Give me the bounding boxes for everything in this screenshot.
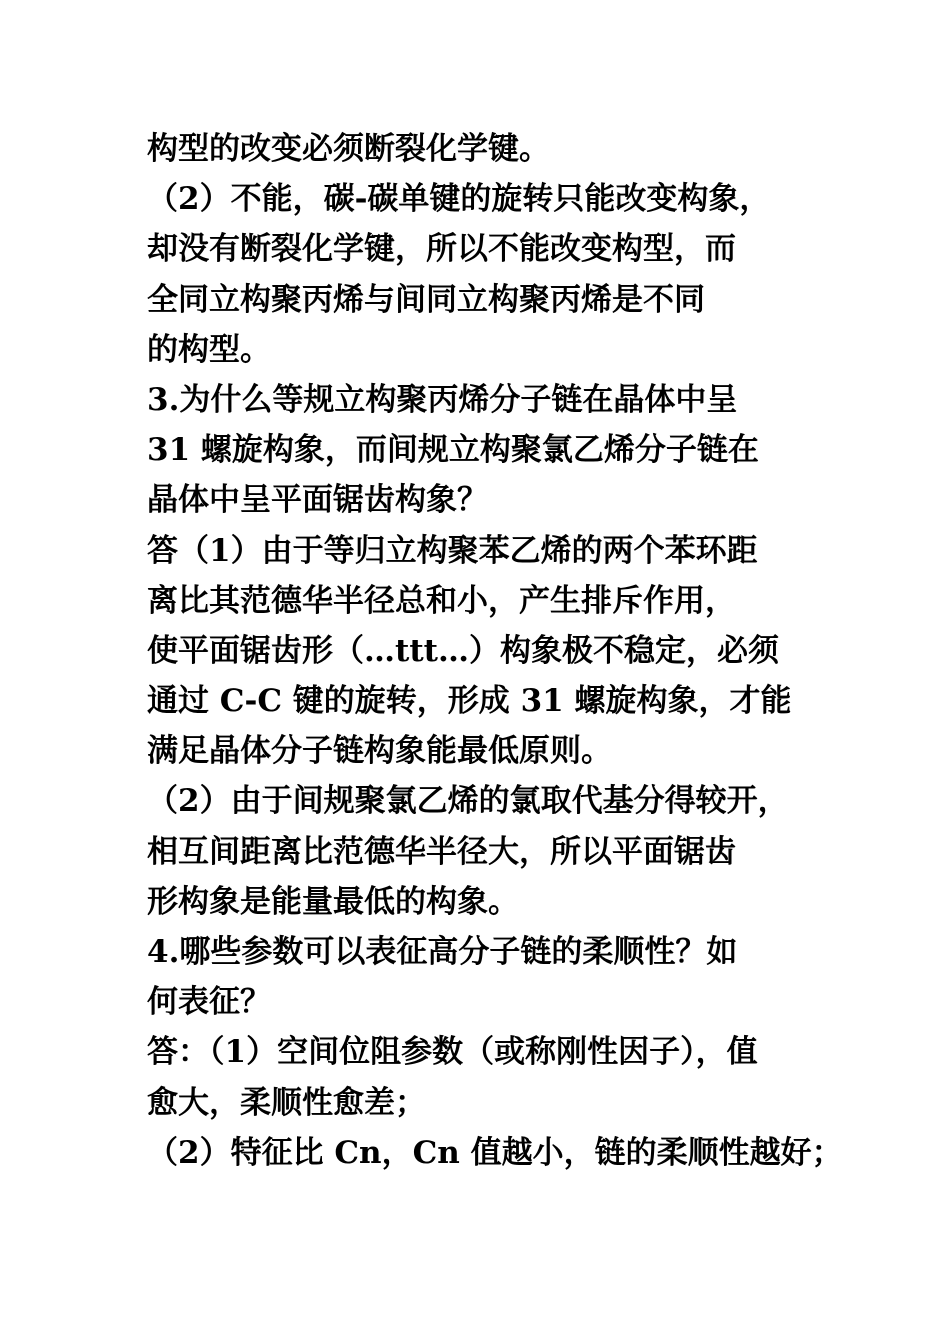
question-heading: 何表征？ — [147, 984, 271, 1021]
text-line: 全同立构聚丙烯与间同立构聚丙烯是不同 — [147, 281, 705, 318]
answer-line: 通过 C-C 键的旋转，形成 31 螺旋构象，才能 — [147, 683, 792, 720]
body-text — [147, 124, 843, 1178]
question-heading: 4.哪些参数可以表征高分子链的柔顺性？如 — [147, 934, 738, 970]
text-line: 构型的改变必须断裂化学键。 — [147, 131, 550, 167]
answer-line: 离比其范德华半径总和小，产生排斥作用， — [147, 582, 736, 619]
answer-line: （2）由于间规聚氯乙烯的氯取代基分得较开， — [147, 783, 789, 820]
answer-line: 愈大，柔顺性愈差； — [147, 1084, 426, 1121]
answer-line: 相互间距离比范德华半径大，所以平面锯齿 — [147, 833, 736, 870]
answer-line: （2）特征比 Cn，Cn 值越小，链的柔顺性越好； — [147, 1134, 843, 1171]
text-line: 的构型。 — [147, 331, 271, 368]
answer-line: 答（1）由于等归立构聚苯乙烯的两个苯环距 — [147, 532, 758, 569]
text-line: （2）不能，碳-碳单键的旋转只能改变构象， — [147, 181, 771, 218]
answer-line: 满足晶体分子链构象能最低原则。 — [147, 733, 612, 770]
answer-line: 形构象是能量最低的构象。 — [147, 883, 519, 920]
question-heading: 3.为什么等规立构聚丙烯分子链在晶体中呈 — [147, 381, 738, 418]
answer-line: 答：（1）空间位阻参数（或称刚性因子），值 — [147, 1034, 758, 1071]
answer-line: 使平面锯齿形（…ttt…）构象极不稳定，必须 — [147, 632, 779, 669]
text-line: 却没有断裂化学键，所以不能改变构型，而 — [147, 231, 736, 268]
question-heading: 31 螺旋构象，而间规立构聚氯乙烯分子链在 — [147, 432, 759, 469]
question-heading: 晶体中呈平面锯齿构象？ — [147, 482, 488, 519]
